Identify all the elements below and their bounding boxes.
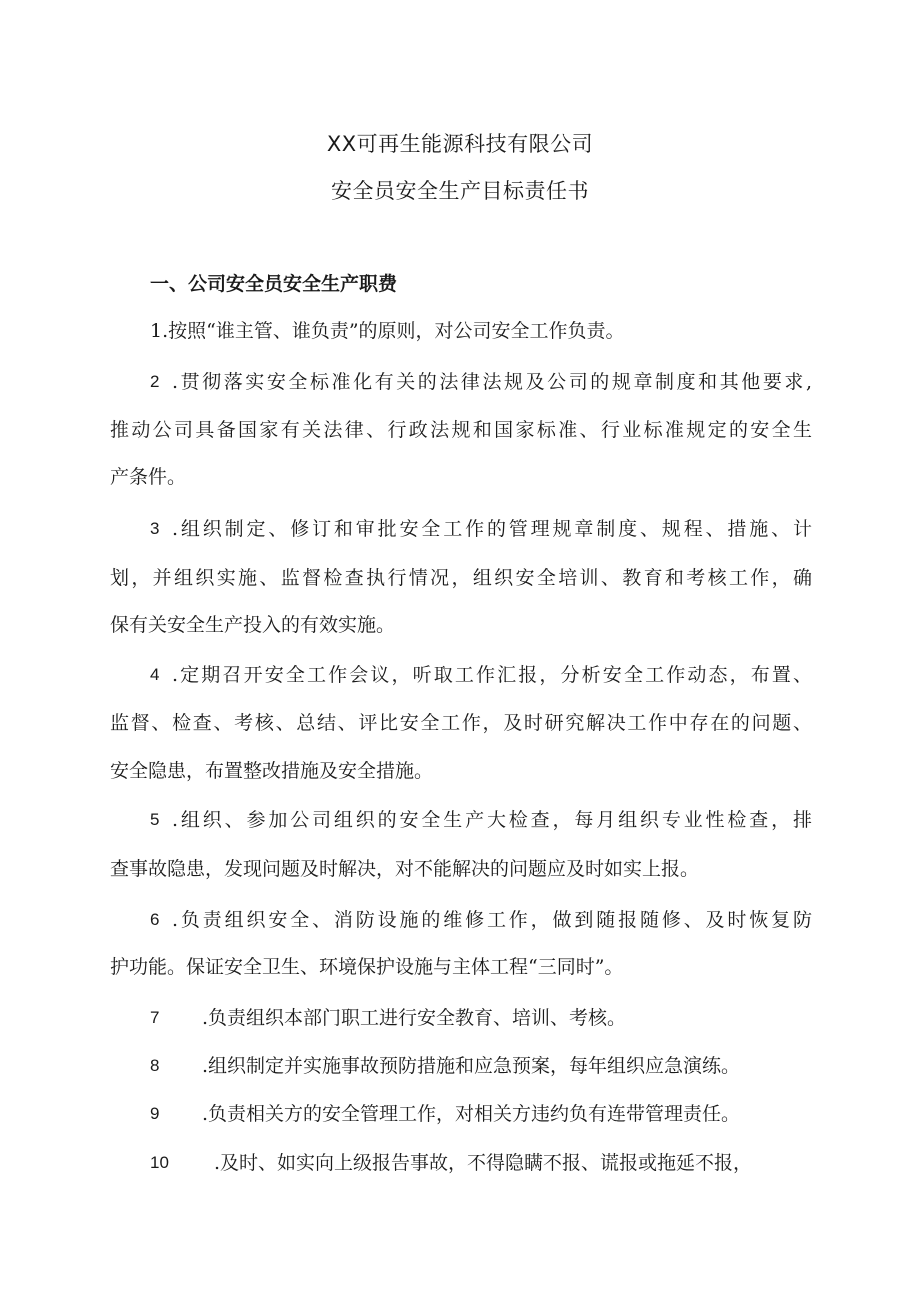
document-subtitle: 安全员安全生产目标责任书 [331, 179, 589, 203]
clause-number: 7 [150, 1008, 160, 1027]
clause-number: 2 [150, 372, 160, 391]
clause-3-line: 保有关安全生产投入的有效实施。 [110, 614, 396, 636]
clause-9-line: .负责相关方的安全管理工作，对相关方违约负有连带管理责任。 [202, 1103, 741, 1125]
clause-number: 6 [150, 910, 160, 929]
clause-number: 9 [150, 1104, 160, 1123]
document-title: XX可再生能源科技有限公司 [326, 132, 594, 156]
clause-4-line: 监督、检查、考核、总结、评比安全工作，及时研究解决工作中存在的问题、 [110, 712, 812, 734]
clause-4-line: .定期召开安全工作会议，听取工作汇报，分析安全工作动态，布置、 [172, 664, 812, 686]
clause-2-line: 产条件。 [110, 466, 187, 488]
clause-number: 5 [150, 810, 160, 829]
clause-3-line: 划，并组织实施、监督检查执行情况，组织安全培训、教育和考核工作，确 [110, 567, 812, 589]
clause-5-line: .组织、参加公司组织的安全生产大检查，每月组织专业性检查，排 [172, 809, 812, 831]
clause-number: 3 [150, 519, 160, 538]
clause-number: 8 [150, 1056, 160, 1075]
clause-10-line: .及时、如实向上级报告事故，不得隐瞒不报、谎报或拖延不报， [214, 1152, 753, 1174]
clause-number: 10 [150, 1153, 169, 1172]
clause-8-line: .组织制定并实施事故预防措施和应急预案，每年组织应急演练。 [202, 1055, 741, 1077]
clause-3-line: .组织制定、修订和审批安全工作的管理规章制度、规程、措施、计 [172, 518, 812, 540]
clause-4-line: 安全隐患，布置整改措施及安全措施。 [110, 760, 434, 782]
clause-2-line: 推动公司具备国家有关法律、行政法规和国家标准、行业标准规定的安全生 [110, 419, 812, 441]
clause-7-line: .负责组织本部门职工进行安全教育、培训、考核。 [202, 1007, 627, 1029]
section-heading: 一、公司安全员安全生产职费 [150, 273, 398, 295]
clause-2-line: .贯彻落实安全标准化有关的法律法规及公司的规章制度和其他要求, [172, 371, 812, 393]
clause-6-line: 护功能。保证安全卫生、环境保护设施与主体工程“三同时”。 [110, 956, 624, 978]
clause-5-line: 查事故隐患，发现问题及时解决，对不能解决的问题应及时如实上报。 [110, 858, 700, 880]
clause-1: 1.按照“谁主管、谁负责”的原则，对公司安全工作负责。 [150, 320, 625, 342]
clause-6-line: .负责组织安全、消防设施的维修工作，做到随报随修、及时恢复防 [172, 909, 812, 931]
clause-number: 4 [150, 665, 160, 684]
